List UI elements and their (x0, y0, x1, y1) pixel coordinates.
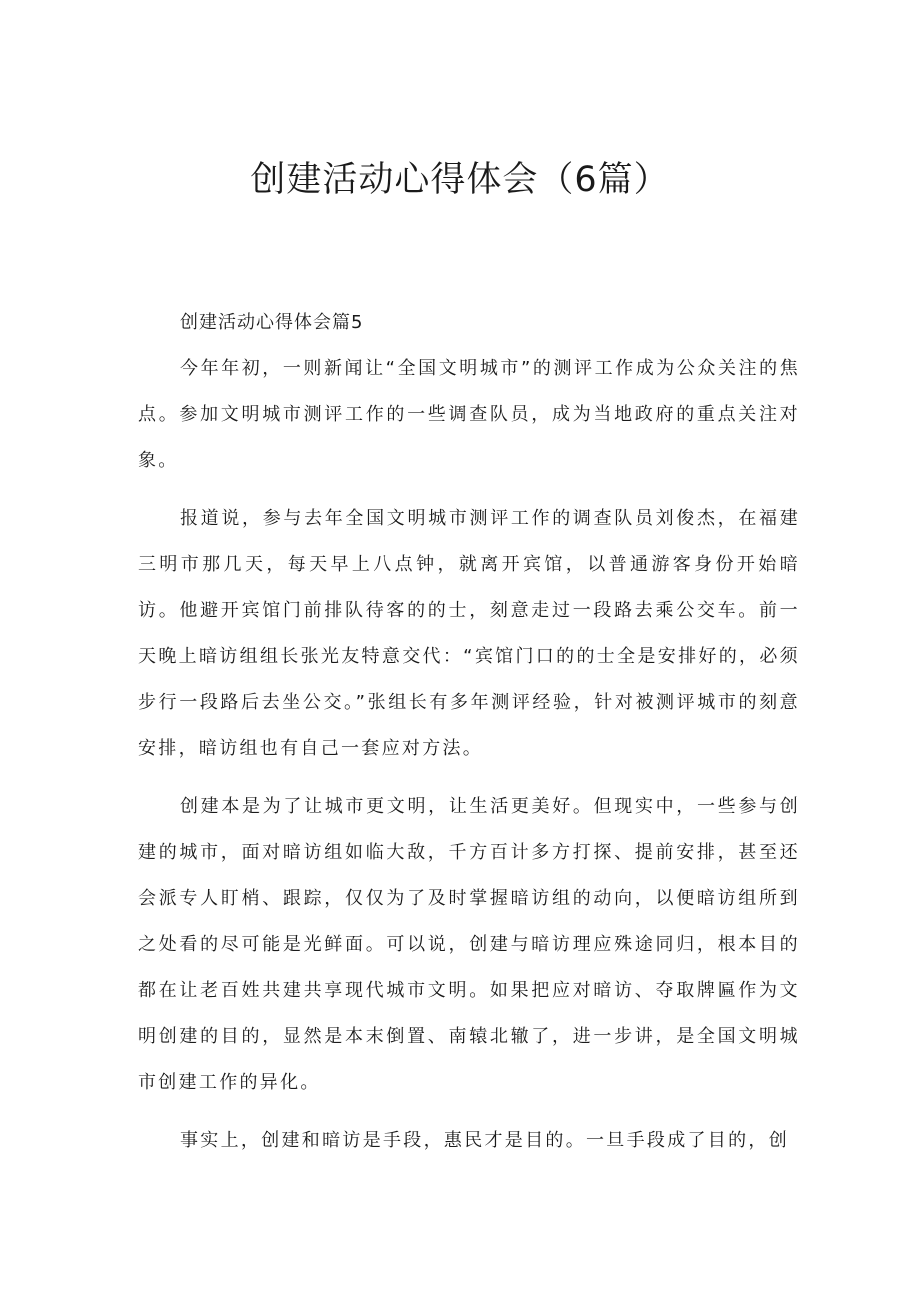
section-heading: 创建活动心得体会篇5 (180, 312, 364, 333)
paragraph-3: 创建本是为了让城市更文明，让生活更美好。但现实中，一些参与创建的城市，面对暗访组如临大敌，千方百计多方打探、提前安排，甚至还会派专人盯梢、跟踪，仅仅为了及时掌握暗访组的动向，以便暗访组所到之处看的尽可能是光鲜面。可以说，创建与暗访理应殊途同归，根本目的都在让老百姓共建共享现代城市文明。如果把应对暗访、夺取牌匾作为文明创建的目的，显然是本末倒置、南辕北辙了，进一步讲，是全国文明城市创建工作的异化。 (138, 796, 800, 1093)
paragraph-1: 今年年初，一则新闻让“全国文明城市”的测评工作成为公众关注的焦点。参加文明城市测评工作的一些调查队员，成为当地政府的重点关注对象。 (138, 358, 800, 471)
document-title: 创建活动心得体会（6篇） (250, 160, 670, 200)
paragraph-2: 报道说，参与去年全国文明城市测评工作的调查队员刘俊杰，在福建三明市那几天，每天早上八点钟，就离开宾馆，以普通游客身份开始暗访。他避开宾馆门前排队待客的的士，刻意走过一段路去乘公交车。前一天晚上暗访组组长张光友特意交代：“宾馆门口的的士全是安排好的，必须步行一段路后去坐公交。”张组长有多年测评经验，针对被测评城市的刻意安排，暗访组也有自己一套应对方法。 (138, 508, 800, 759)
paragraph-4: 事实上，创建和暗访是手段，惠民才是目的。一旦手段成了目的，创 (180, 1130, 789, 1151)
document-body (138, 300, 800, 1176)
